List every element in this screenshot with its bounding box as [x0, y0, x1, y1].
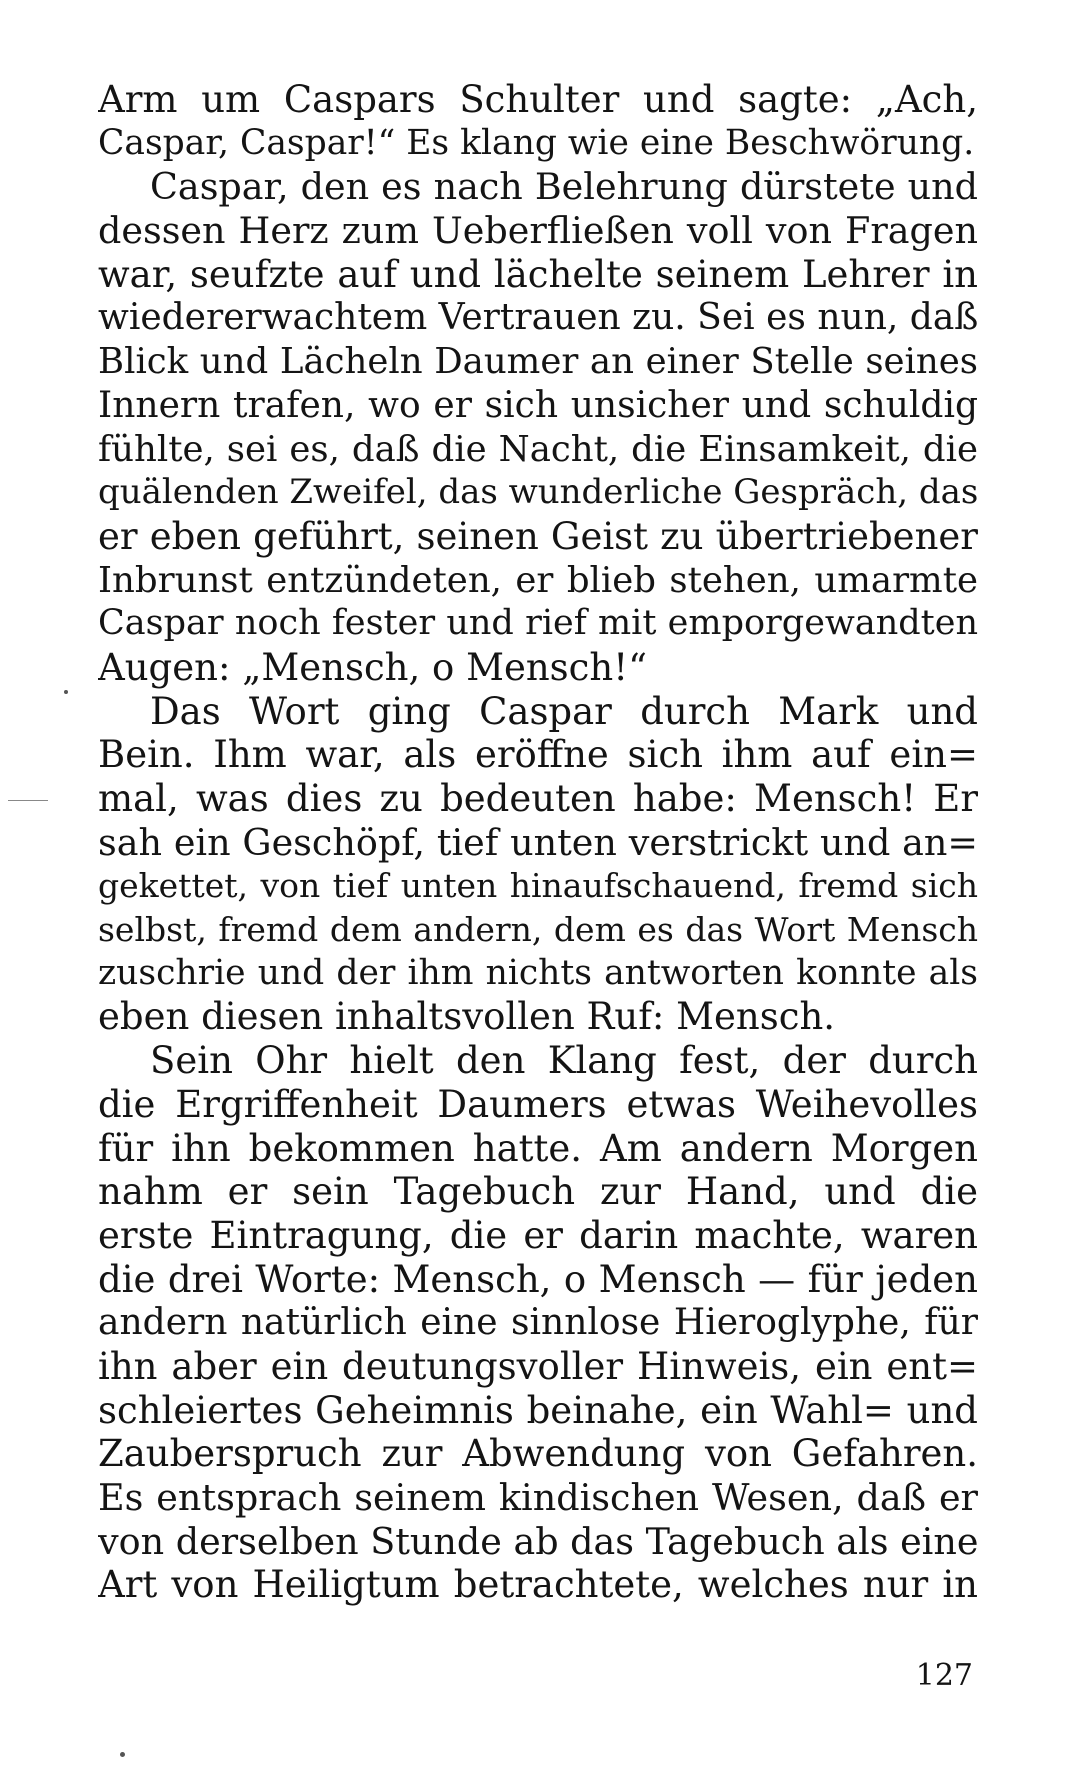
text-line: die drei Worte: Mensch, o Mensch — für jeden	[98, 1257, 978, 1301]
text-line: Das Wort ging Caspar durch Mark und	[150, 689, 978, 733]
text-line: von derselben Stunde ab das Tagebuch als eine	[98, 1519, 978, 1563]
text-line: Zauberspruch zur Abwendung von Gefahren.	[98, 1432, 978, 1476]
text-line: zuschrie und der ihm nichts antworten konnte als	[98, 952, 978, 993]
text-line: wiedererwachtem Vertrauen zu. Sei es nun, daß	[98, 297, 978, 339]
text-line: ihn aber ein deutungsvoller Hinweis, ein ent=	[98, 1344, 978, 1388]
text-line: Innern trafen, wo er sich unsicher und schuldig	[98, 384, 978, 426]
text-line: andern natürlich eine sinnlose Hieroglyphe, für	[98, 1302, 978, 1344]
body-text	[98, 78, 978, 1607]
text-line: Art von Heiligtum betrachtete, welches nur in	[98, 1563, 978, 1607]
margin-mark	[8, 800, 48, 801]
text-line: er eben geführt, seinen Geist zu übertriebener	[98, 514, 978, 558]
margin-speck	[64, 690, 68, 694]
text-line: Caspar noch fester und rief mit emporgewandten	[98, 603, 978, 644]
page-number: 127	[915, 1658, 973, 1693]
text-line: erste Eintragung, die er darin machte, waren	[98, 1213, 978, 1257]
margin-speck	[120, 1752, 125, 1757]
text-line: Caspar, Caspar!“ Es klang wie eine Beschwörung.	[98, 122, 975, 163]
text-line: Augen: „Mensch, o Mensch!“	[98, 645, 648, 689]
text-line: gekettet, von tief unten hinaufschauend, fremd sich	[98, 866, 978, 906]
text-line: quälenden Zweifel, das wunderliche Gespräch, das	[98, 472, 978, 513]
text-line: war, seufzte auf und lächelte seinem Lehrer in	[98, 252, 978, 296]
text-line: sah ein Geschöpf, tief unten verstrickt und an=	[98, 820, 978, 864]
text-line: Arm um Caspars Schulter und sagte: „Ach,	[98, 78, 978, 121]
text-line: Sein Ohr hielt den Klang fest, der durch	[150, 1039, 978, 1083]
text-line: Caspar, den es nach Belehrung dürstete und	[150, 165, 978, 209]
text-line: fühlte, sei es, daß die Nacht, die Einsamkeit, die	[98, 428, 978, 470]
text-line: eben diesen inhaltsvollen Ruf: Mensch.	[98, 995, 836, 1039]
text-line: Es entsprach seinem kindischen Wesen, daß er	[98, 1476, 978, 1519]
text-line: für ihn bekommen hatte. Am andern Morgen	[98, 1126, 978, 1170]
text-line: nahm er sein Tagebuch zur Hand, und die	[98, 1170, 978, 1214]
text-line: schleiertes Geheimnis beinahe, ein Wahl= und	[98, 1388, 978, 1432]
text-line: mal, was dies zu bedeuten habe: Mensch! Er	[98, 777, 978, 820]
text-line: die Ergriffenheit Daumers etwas Weihevolles	[98, 1082, 978, 1126]
text-line: dessen Herz zum Ueberfließen voll von Fragen	[98, 209, 978, 253]
text-line: Blick und Lächeln Daumer an einer Stelle seines	[98, 341, 978, 383]
text-line: Bein. Ihm war, als eröffne sich ihm auf ein=	[98, 733, 978, 777]
text-line: selbst, fremd dem andern, dem es das Wort Mensch	[98, 910, 978, 950]
text-line: Inbrunst entzündeten, er blieb stehen, umarmte	[98, 559, 978, 601]
